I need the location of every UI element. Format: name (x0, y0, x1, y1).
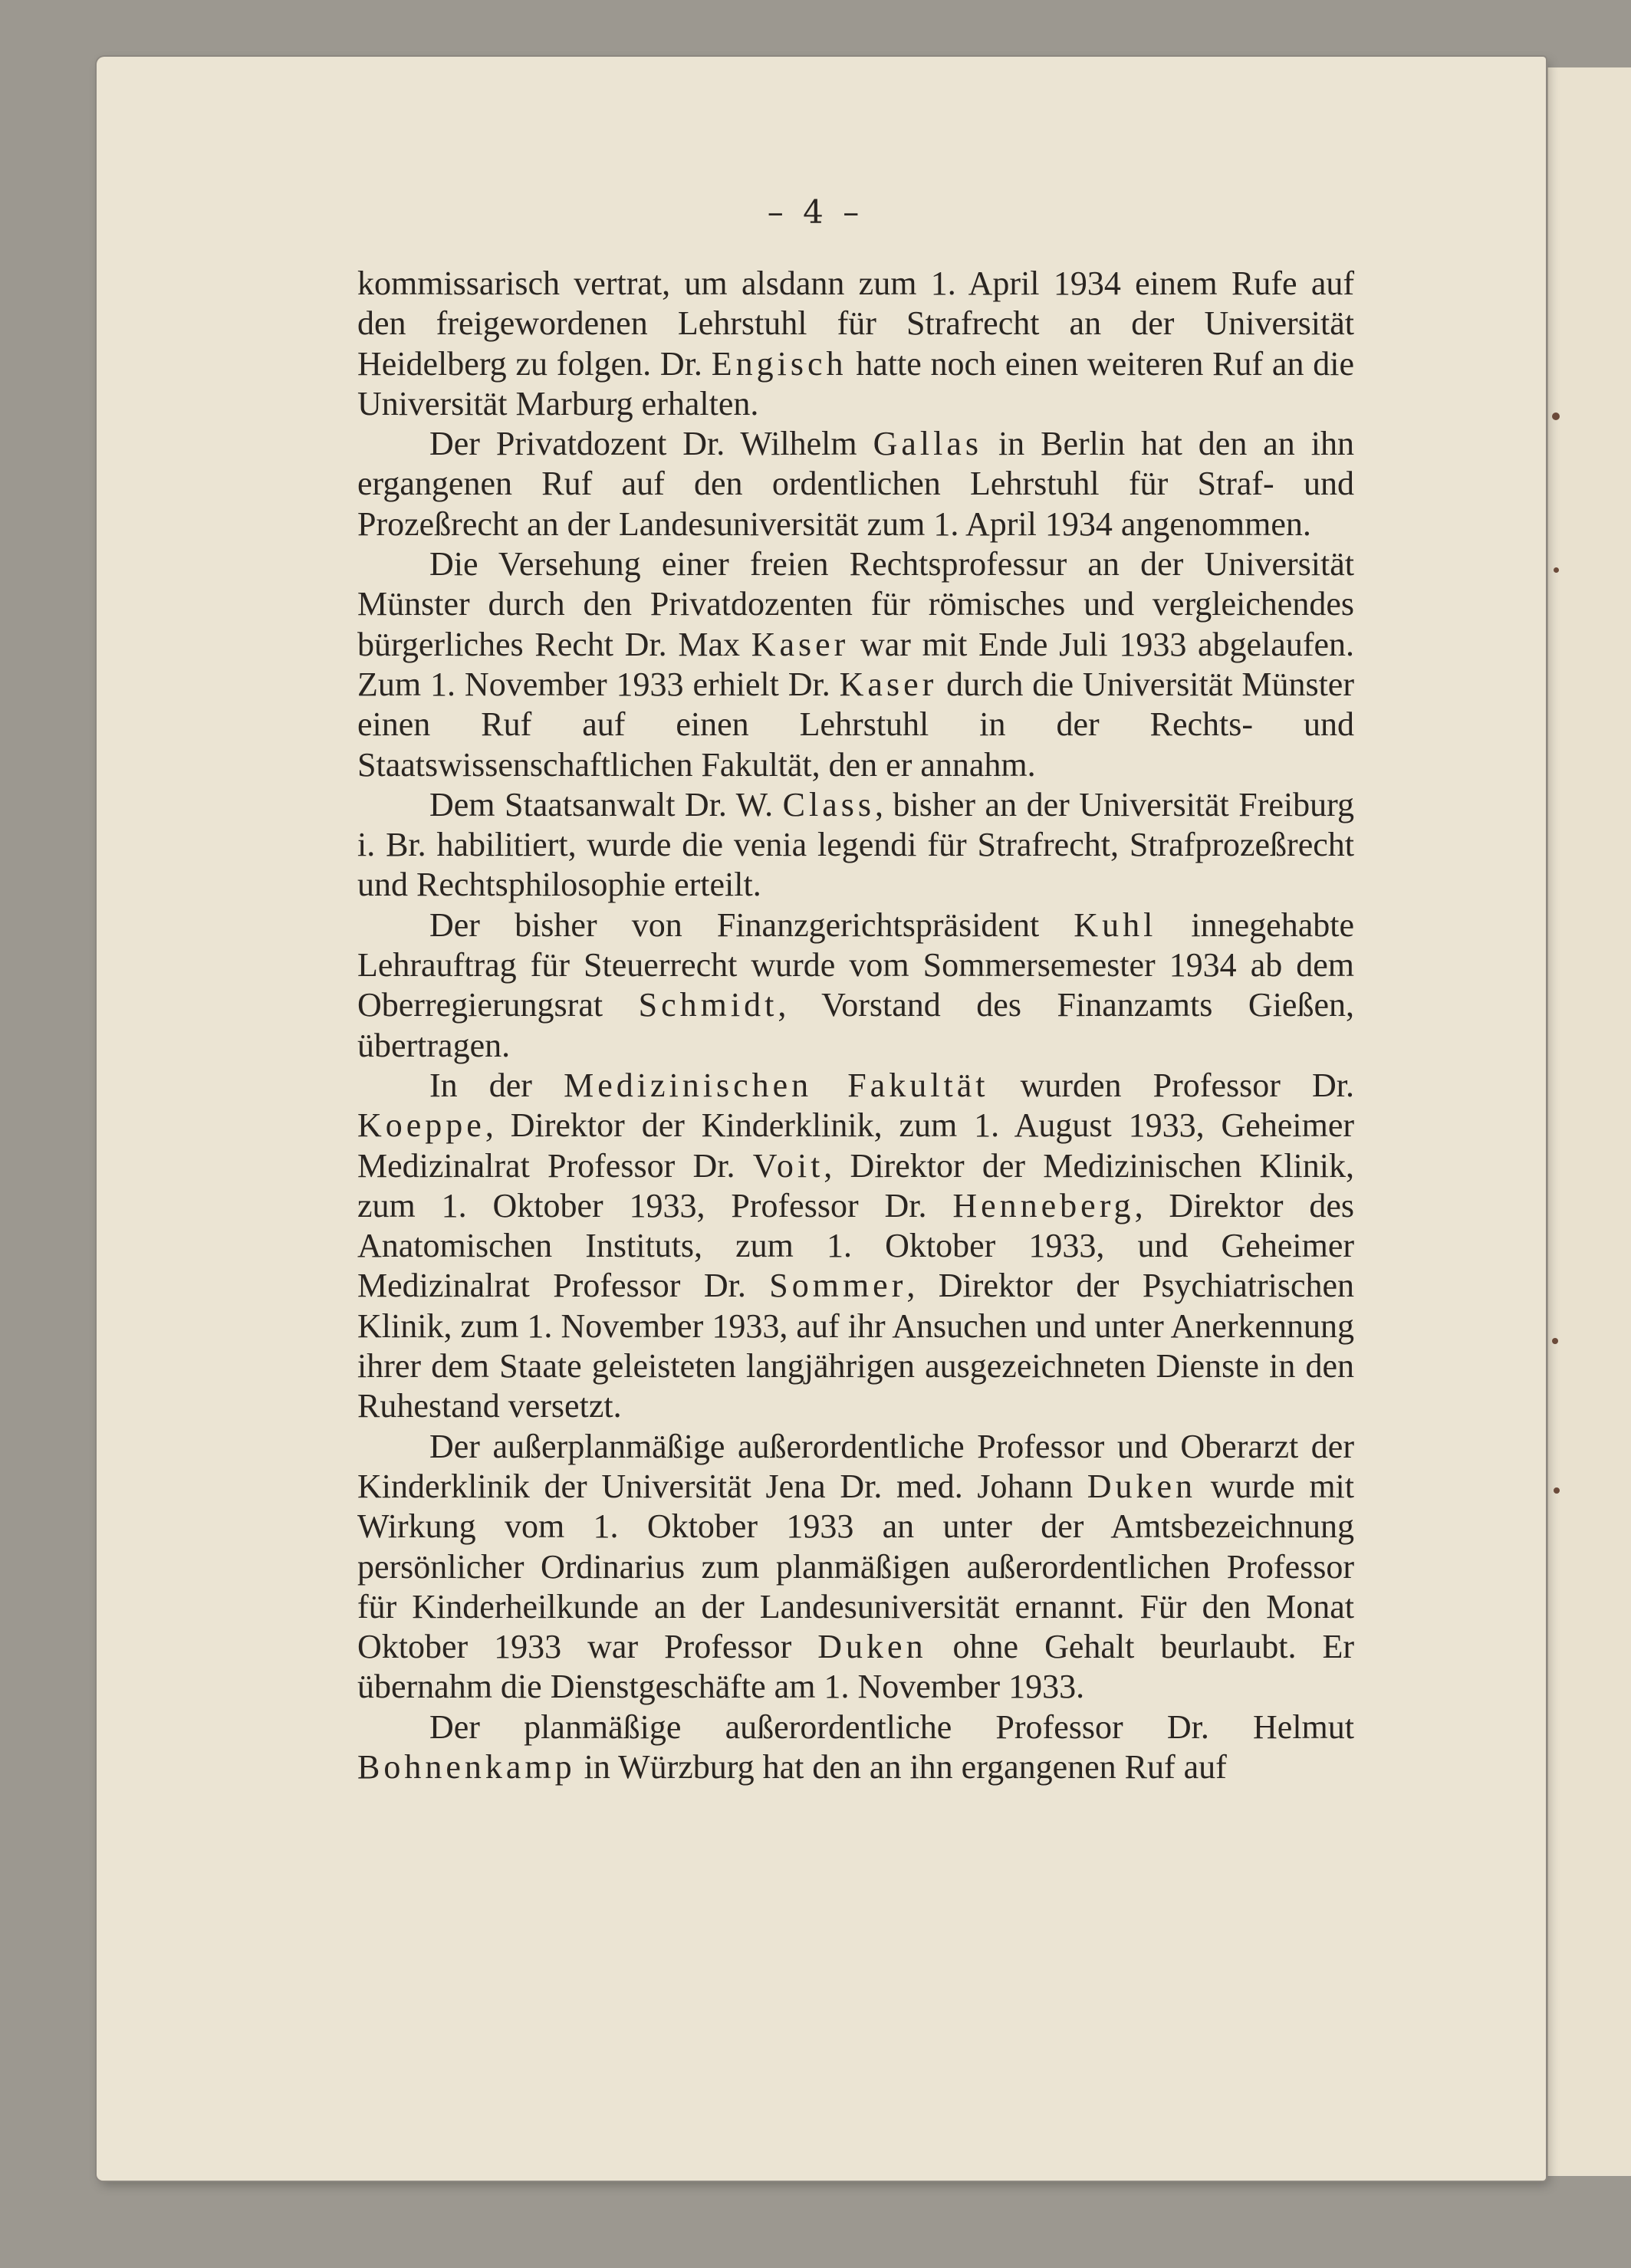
adjacent-page-edge (1546, 67, 1631, 2176)
paragraph (357, 544, 1354, 785)
text-run: Der planmäßige außerordentliche Professor Dr. Helmut (429, 1708, 1354, 1746)
text-run: In der (429, 1066, 564, 1104)
text-run: , Direktor der Psychiatrischen Klinik, zum 1. November 1933, auf ihr Ansuchen und unter Anerkennung ihrer dem Staate geleisteten langjährigen ausgezeichneten Dienste in den Ruhestand versetzt. (357, 1267, 1355, 1425)
text-run: , Direktor der Medizinischen Klinik, zum 1. Oktober 1933, Professor Dr. (357, 1146, 1354, 1224)
paragraph (357, 1708, 1354, 1788)
spaced-name: Duken (1087, 1467, 1197, 1505)
margin-speck (1552, 413, 1560, 420)
text-run: Der bisher von Finanzgerichtspräsident (429, 906, 1074, 944)
paragraph (357, 1427, 1354, 1708)
text-run: , bisher an der Universität Freiburg i. Br. habilitiert, wurde die venia legendi für Strafrecht, Strafprozeßrecht und Rechtsphilosophie erteilt. (357, 785, 1355, 904)
spaced-name: Duken (817, 1628, 927, 1666)
text-run: wurden Professor Dr. (988, 1066, 1354, 1104)
spaced-name: Bohnenkamp (357, 1747, 576, 1786)
spaced-name: Kuhl (1074, 906, 1157, 944)
spaced-name: Class (782, 785, 875, 823)
margin-speck (1554, 1487, 1560, 1494)
paragraph (357, 785, 1354, 906)
margin-speck (1554, 567, 1559, 573)
paragraph (357, 424, 1354, 544)
spaced-name: Voit (752, 1146, 824, 1185)
page-number: – 4 – (767, 193, 864, 231)
spaced-name: Henneberg (952, 1186, 1135, 1224)
spaced-name: Engisch (711, 344, 847, 383)
text-run: , Direktor der Kinderklinik, zum 1. August 1933, Geheimer Medizinalrat Professor Dr. (357, 1106, 1354, 1185)
spaced-name: Kaser (839, 665, 938, 703)
text-run: kommissarisch vertrat, um alsdann zum 1. April 1934 einem Rufe auf den freigewordenen Lehrstuhl für Strafrecht an der Universität Heidelberg zu folgen. Dr. (357, 265, 1354, 383)
text-run: in Berlin hat den an ihn ergangenen Ruf auf den ordentlichen Lehrstuhl für Straf- und Prozeßrecht an der Landesuniversität zum 1. April 1934 angenommen. (357, 425, 1354, 543)
text-run: Dem Staatsanwalt Dr. W. (429, 785, 783, 823)
text-run: hatte noch einen weiteren Ruf an die Universität Marburg erhalten. (357, 344, 1354, 422)
text-run: in Würzburg hat den an ihn ergangenen Ruf auf (575, 1747, 1227, 1786)
text-run: ohne Gehalt beurlaubt. Er übernahm die Dienstgeschäfte am 1. November 1933. (357, 1628, 1354, 1706)
text-run: , Direktor des Anatomischen Instituts, zum 1. Oktober 1933, und Geheimer Medizinalrat Professor Dr. (357, 1186, 1354, 1305)
text-run: Der außerplanmäßige außerordentliche Professor und Oberarzt der Kinderklinik der Universität Jena Dr. med. Johann (357, 1427, 1354, 1505)
margin-speck (1552, 1338, 1558, 1344)
spaced-name: Kaser (751, 625, 850, 663)
text-run: durch die Universität Münster einen Ruf auf einen Lehrstuhl in der Rechts- und Staatswissenschaftlichen Fakultät, den er annahm. (357, 665, 1354, 784)
spaced-name: Sommer (769, 1267, 907, 1305)
spaced-name: Gallas (873, 425, 982, 463)
text-run: Die Versehung einer freien Rechtsprofessur an der Universität Münster durch den Privatdozenten für römisches und vergleichendes bürgerliches Recht Dr. Max (357, 545, 1354, 663)
paragraph (357, 1066, 1354, 1427)
paragraph (357, 906, 1354, 1066)
spaced-name: Medizinischen Fakultät (564, 1066, 989, 1104)
text-run: Der Privatdozent Dr. Wilhelm (429, 425, 873, 463)
paragraph (357, 264, 1354, 424)
text-run: war mit Ende Juli 1933 abgelaufen. Zum 1. November 1933 erhielt Dr. (357, 625, 1354, 703)
text-run: , Vorstand des Finanzamts Gießen, übertragen. (357, 986, 1354, 1064)
text-run: wurde mit Wirkung vom 1. Oktober 1933 an unter der Amtsbezeichnung persönlicher Ordinarius zum planmäßigen außerordentlichen Professor für Kinderheilkunde an der Landesuniversität ernannt. Für den Monat Oktober 1933 war Professor (357, 1467, 1354, 1666)
text-run: innegehabte Lehrauftrag für Steuerrecht wurde vom Sommersemester 1934 ab dem Oberregierungsrat (357, 906, 1354, 1024)
spaced-name: Schmidt (638, 986, 778, 1024)
body-text (357, 264, 1354, 1787)
spaced-name: Koeppe (357, 1106, 485, 1145)
